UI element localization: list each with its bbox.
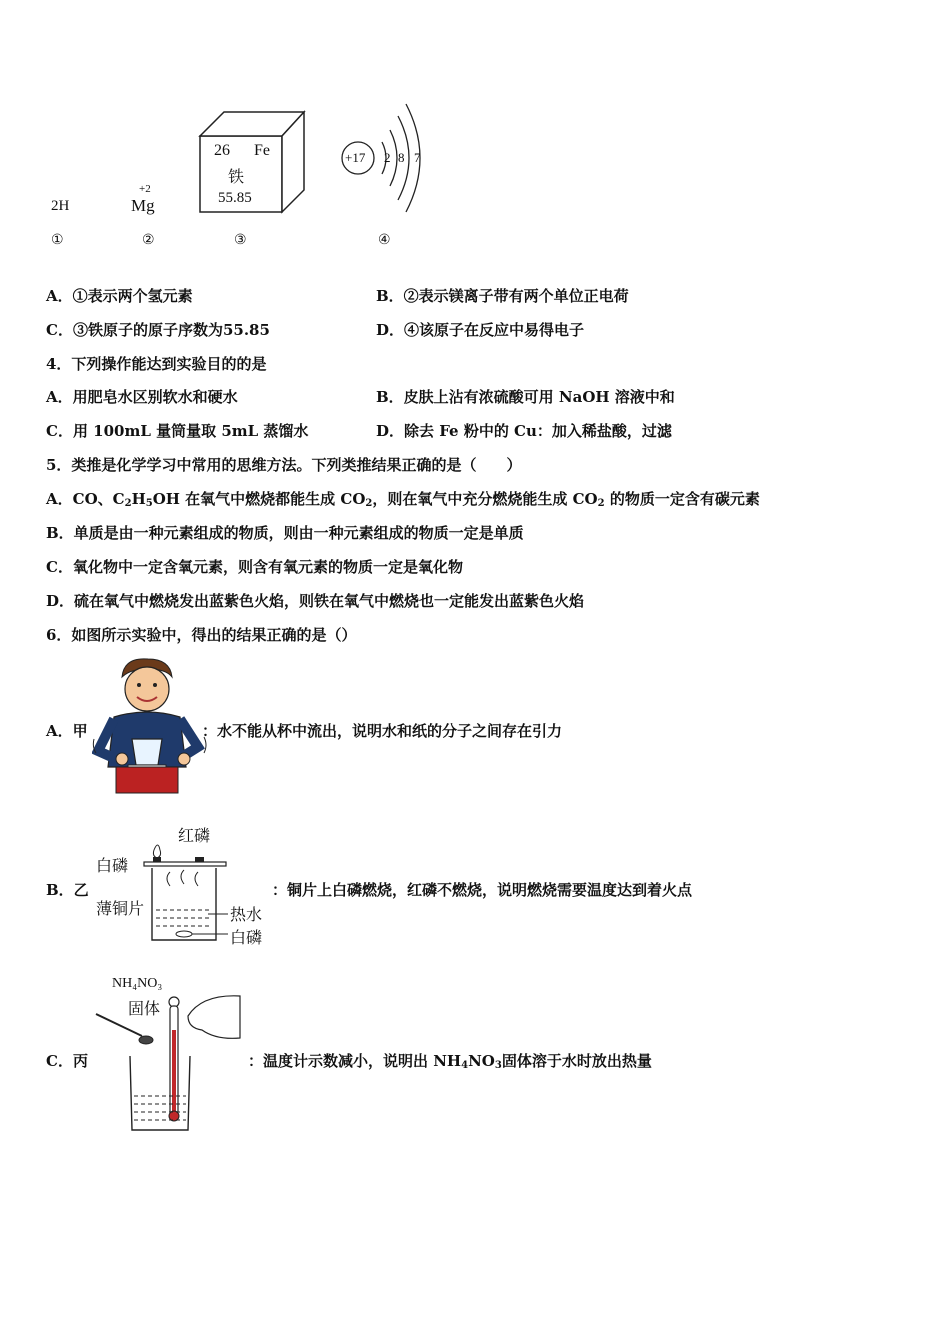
q6-stem: 6．如图所示实验中，得出的结果正确的是（） — [46, 626, 357, 644]
q3-option-a: A．①表示两个氢元素 — [46, 287, 193, 305]
white-phosphorus-top-label: 白磷 — [96, 856, 129, 875]
atom-shell-2: 8 — [398, 150, 405, 165]
q3-option-d: D．④该原子在反应中易得电子 — [376, 321, 585, 339]
figure-label-1: ① — [51, 232, 64, 248]
q6-option-c-text: ：温度计示数减小，说明出 $NH_4NO_3$固体溶于水时放出热量 — [248, 1052, 652, 1071]
element-mass: 55.85 — [218, 190, 252, 206]
atom-shell-3: 7 — [414, 150, 421, 165]
magnesium-symbol: Mg — [131, 196, 155, 215]
q6-option-b-label: B．乙 — [46, 881, 89, 899]
q4-stem: 4．下列操作能达到实验目的的是 — [46, 355, 267, 373]
red-phosphorus-label: 红磷 — [178, 826, 211, 845]
q4-option-d: D．除去 Fe 粉中的 Cu：加入稀盐酸，过滤 — [376, 422, 672, 440]
element-name: 铁 — [228, 169, 245, 186]
copper-plate-label: 薄铜片 — [96, 899, 145, 918]
figure-label-2: ② — [142, 232, 155, 248]
magnesium-charge: +2 — [139, 183, 151, 195]
figure-label-3: ③ — [234, 232, 247, 248]
hydrogen-symbol: 2H — [51, 198, 70, 214]
q4-option-a: A．用肥皂水区别软水和硬水 — [46, 388, 238, 406]
phosphorus-combustion-apparatus — [140, 838, 236, 946]
element-number: 26 — [214, 142, 230, 159]
q3-option-b: B．②表示镁离子带有两个单位正电荷 — [376, 287, 629, 305]
element-symbol: Fe — [254, 142, 270, 159]
q3-option-c: C．③铁原子的原子序数为55.85 — [46, 321, 270, 339]
q6-option-c-label: C．丙 — [46, 1052, 88, 1070]
solid-label: 固体 — [128, 999, 161, 1018]
q4-option-b: B．皮肤上沾有浓硫酸可用 NaOH 溶液中和 — [376, 388, 675, 406]
q6-option-b-text: ：铜片上白磷燃烧，红磷不燃烧，说明燃烧需要温度达到着火点 — [272, 881, 693, 899]
atom-shell-1: 2 — [384, 150, 391, 165]
element-card-cube — [198, 110, 308, 216]
q5-option-a: A．CO、$C_2H_5OH$ 在氧气中燃烧都能生成 $CO_2$，则在氧气中充分燃烧能生成 $CO_2$ 的物质一定含有碳元素 — [46, 490, 760, 509]
q4-option-c: C．用 100mL 量筒量取 5mL 蒸馏水 — [46, 422, 309, 440]
figure-label-4: ④ — [378, 232, 391, 248]
q5-option-d: D．硫在氧气中燃烧发出蓝紫色火焰，则铁在氧气中燃烧也一定能发出蓝紫色火焰 — [46, 592, 585, 610]
boy-inverted-cup-illustration — [92, 655, 210, 795]
q5-option-b: B．单质是由一种元素组成的物质，则由一种元素组成的物质一定是单质 — [46, 524, 524, 542]
q6-option-a-text: ：水不能从杯中流出，说明水和纸的分子之间存在引力 — [202, 722, 563, 740]
hot-water-label: 热水 — [230, 905, 263, 924]
q5-stem: 5．类推是化学学习中常用的思维方法。下列类推结果正确的是（ ） — [46, 456, 522, 474]
q5-option-c: C．氧化物中一定含氧元素，则含有氧元素的物质一定是氧化物 — [46, 558, 463, 576]
ammonium-nitrate-label: NH₄NO₃ — [112, 976, 163, 991]
q6-option-a-label: A．甲 — [46, 722, 88, 740]
white-phosphorus-bottom-label: 白磷 — [230, 928, 263, 947]
atom-nucleus: +17 — [345, 150, 366, 165]
thermometer-beaker-apparatus — [92, 990, 244, 1132]
